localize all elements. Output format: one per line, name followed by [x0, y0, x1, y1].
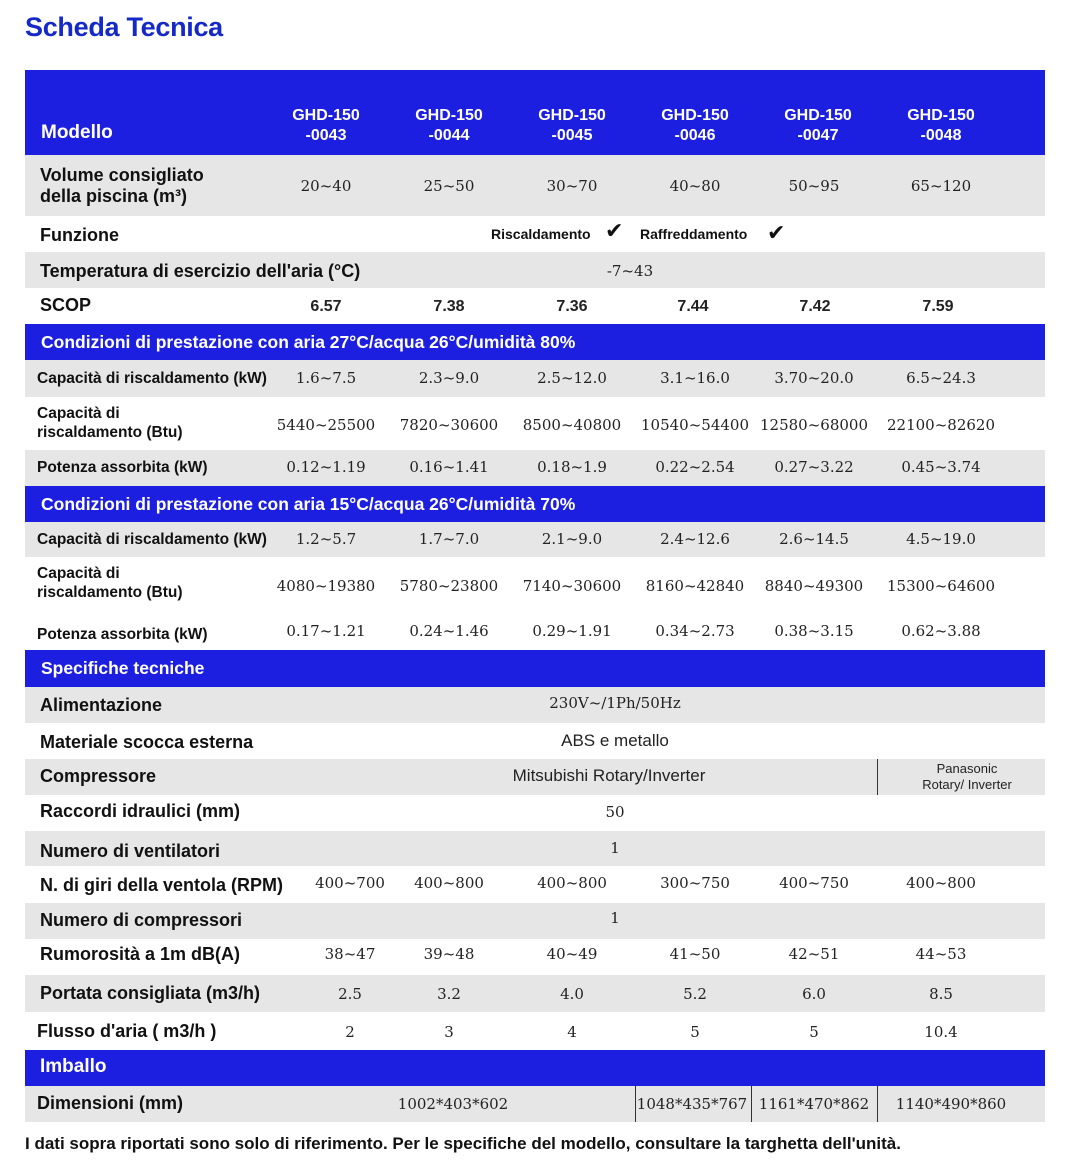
power-label: Potenza assorbita (kW): [37, 459, 208, 476]
scop-label: SCOP: [40, 295, 92, 315]
raccordi-row: [25, 795, 1045, 831]
cond2-cap-btu-row: [25, 557, 1045, 612]
table-cell: 0.62~3.88: [901, 622, 981, 640]
compressore-row: [25, 759, 1045, 795]
table-cell: 3: [444, 1023, 454, 1041]
temperatura-label: Temperatura di esercizio dell'aria (°C): [40, 261, 361, 281]
flusso-label: Flusso d'aria ( m3/h ): [37, 1021, 217, 1041]
table-cell: 0.29~1.91: [532, 622, 612, 640]
portata-row: [25, 975, 1045, 1012]
table-cell: 5.2: [683, 985, 707, 1003]
dimensioni-row: [25, 1086, 1045, 1122]
check-icon: ✔: [605, 219, 624, 244]
table-cell: 1: [610, 909, 620, 927]
section-header-spec: [25, 650, 1045, 687]
cap-kw-label: Capacità di riscaldamento (kW): [37, 531, 267, 548]
alimentazione-row: [25, 687, 1045, 723]
dimensioni-label: Dimensioni (mm): [37, 1093, 184, 1113]
table-cell: 4.5~19.0: [906, 530, 976, 548]
table-cell: 42~51: [788, 945, 840, 963]
model-name: GHD-150 -0048: [907, 107, 975, 144]
table-cell: 4080~19380: [276, 577, 376, 595]
model-name: GHD-150 -0045: [538, 107, 606, 144]
scop-row: [25, 288, 1045, 324]
table-cell: 30~70: [546, 177, 598, 195]
table-cell: 1.6~7.5: [295, 369, 357, 387]
cond1-power-row: [25, 450, 1045, 486]
table-cell: 7.36: [556, 298, 588, 315]
volume-label: Volume consigliato della piscina (m³): [40, 165, 204, 206]
table-header: [25, 70, 1045, 155]
cap-kw-label: Capacità di riscaldamento (kW): [37, 370, 267, 387]
table-cell: 1140*490*860: [895, 1095, 1007, 1113]
table-cell: 7140~30600: [522, 577, 622, 595]
table-cell: 2.5: [338, 985, 362, 1003]
table-cell: -7~43: [606, 262, 654, 280]
cond2-cap-kw-row: [25, 522, 1045, 557]
table-cell: Panasonic Rotary/ Inverter: [922, 761, 1012, 792]
table-cell: 65~120: [910, 177, 972, 195]
table-cell: 5: [690, 1023, 700, 1041]
table-cell: 3.2: [437, 985, 461, 1003]
table-cell: 0.18~1.9: [537, 458, 607, 476]
section-title: Specifiche tecniche: [41, 658, 205, 678]
table-cell: 6.5~24.3: [906, 369, 976, 387]
rumorosita-row: [25, 939, 1045, 975]
table-cell: 2.5~12.0: [537, 369, 607, 387]
column-divider: [751, 1086, 752, 1122]
table-cell: 7820~30600: [399, 416, 499, 434]
materiale-row: [25, 723, 1045, 759]
table-cell: 50: [605, 803, 625, 821]
table-cell: 3.70~20.0: [774, 369, 854, 387]
table-cell: 7.44: [677, 298, 709, 315]
column-divider: [877, 1086, 878, 1122]
cooling-label: Raffreddamento: [640, 226, 748, 242]
page-title: Scheda Tecnica: [25, 12, 223, 42]
table-cell: 0.22~2.54: [655, 458, 735, 476]
table-cell: 12580~68000: [759, 416, 869, 434]
table-cell: 8.5: [929, 985, 953, 1003]
table-cell: 400~750: [779, 874, 849, 892]
cond2-power-row: [25, 612, 1045, 650]
table-cell: 0.34~2.73: [655, 622, 735, 640]
table-cell: 40~49: [546, 945, 598, 963]
section-header-imballo: [25, 1050, 1045, 1086]
cond1-cap-btu-row: [25, 397, 1045, 450]
portata-label: Portata consigliata (m3/h): [40, 983, 261, 1003]
funzione-label: Funzione: [40, 225, 119, 245]
model-name: GHD-150 -0046: [661, 107, 729, 144]
section-title: Imballo: [40, 1056, 107, 1077]
table-cell: 5440~25500: [276, 416, 376, 434]
power-label: Potenza assorbita (kW): [37, 626, 208, 643]
flusso-row: [25, 1012, 1045, 1050]
table-cell: 7.59: [922, 298, 954, 315]
table-cell: 40~80: [669, 177, 721, 195]
footnote: I dati sopra riportati sono solo di riferimento. Per le specifiche del modello, consultare la targhetta dell'unità.: [25, 1134, 901, 1153]
section-header-cond1: [25, 324, 1045, 360]
table-cell: 0.24~1.46: [409, 622, 489, 640]
model-name: GHD-150 -0044: [415, 107, 483, 144]
table-cell: 3.1~16.0: [660, 369, 730, 387]
table-cell: 400~800: [414, 874, 484, 892]
table-cell: 0.17~1.21: [286, 622, 366, 640]
table-cell: 2: [345, 1023, 355, 1041]
table-cell: 8160~42840: [645, 577, 745, 595]
cap-btu-label: Capacità di riscaldamento (Btu): [37, 565, 183, 601]
table-cell: 1: [610, 839, 620, 857]
table-cell: 2.4~12.6: [660, 530, 730, 548]
table-cell: 10540~54400: [640, 416, 750, 434]
table-cell: 7.42: [799, 298, 831, 315]
compressore-label: Compressore: [40, 766, 157, 786]
table-cell: 1048*435*767: [636, 1095, 748, 1113]
table-cell: 0.27~3.22: [774, 458, 854, 476]
table-cell: 5780~23800: [399, 577, 499, 595]
section-header-cond2: [25, 486, 1045, 522]
giri-row: [25, 866, 1045, 903]
table-cell: 8840~49300: [764, 577, 864, 595]
check-icon: ✔: [767, 221, 786, 246]
table-cell: 1002*403*602: [397, 1095, 509, 1113]
giri-label: N. di giri della ventola (RPM): [40, 875, 284, 895]
table-cell: 1161*470*862: [758, 1095, 870, 1113]
section-title: Condizioni di prestazione con aria 27°C/acqua 26°C/umidità 80%: [41, 332, 576, 352]
table-cell: 2.6~14.5: [779, 530, 849, 548]
table-cell: 400~700: [315, 874, 385, 892]
table-cell: 4.0: [560, 985, 584, 1003]
table-cell: 7.38: [433, 298, 465, 315]
table-cell: 15300~64600: [886, 577, 996, 595]
table-cell: Mitsubishi Rotary/Inverter: [512, 766, 706, 785]
column-divider: [877, 759, 878, 795]
alimentazione-label: Alimentazione: [40, 695, 163, 715]
table-cell: 0.12~1.19: [286, 458, 366, 476]
temperatura-row: [25, 252, 1045, 288]
table-cell: 0.38~3.15: [774, 622, 854, 640]
cond1-cap-kw-row: [25, 360, 1045, 397]
table-cell: 0.45~3.74: [901, 458, 981, 476]
table-cell: 1.2~5.7: [295, 530, 357, 548]
rumorosita-label: Rumorosità a 1m dB(A): [40, 944, 241, 964]
model-name: GHD-150 -0043: [292, 107, 360, 144]
table-cell: 0.16~1.41: [409, 458, 489, 476]
table-cell: 38~47: [324, 945, 376, 963]
compressori-row: [25, 903, 1045, 939]
cap-btu-label: Capacità di riscaldamento (Btu): [37, 405, 183, 441]
table-cell: 50~95: [788, 177, 840, 195]
ventilatori-row: [25, 831, 1045, 866]
table-cell: 44~53: [915, 945, 967, 963]
table-cell: 4: [567, 1023, 577, 1041]
volume-row: [25, 155, 1045, 216]
table-cell: 1.7~7.0: [418, 530, 480, 548]
heating-label: Riscaldamento: [491, 226, 591, 242]
table-cell: 5: [809, 1023, 819, 1041]
table-cell: 400~800: [537, 874, 607, 892]
table-cell: 22100~82620: [886, 416, 996, 434]
table-cell: 6.57: [310, 298, 342, 315]
raccordi-label: Raccordi idraulici (mm): [40, 801, 241, 821]
ventilatori-label: Numero di ventilatori: [40, 841, 221, 861]
table-cell: 400~800: [906, 874, 976, 892]
table-cell: ABS e metallo: [561, 731, 669, 750]
table-cell: 25~50: [423, 177, 475, 195]
table-cell: 10.4: [924, 1023, 958, 1041]
table-cell: 2.1~9.0: [541, 530, 603, 548]
table-cell: 39~48: [423, 945, 475, 963]
compressori-label: Numero di compressori: [40, 910, 243, 930]
table-cell: 6.0: [802, 985, 826, 1003]
table-cell: 230V~/1Ph/50Hz: [549, 694, 681, 712]
table-cell: 41~50: [669, 945, 721, 963]
model-name: GHD-150 -0047: [784, 107, 852, 144]
table-cell: 2.3~9.0: [418, 369, 480, 387]
section-title: Condizioni di prestazione con aria 15°C/acqua 26°C/umidità 70%: [41, 494, 576, 514]
table-cell: 20~40: [300, 177, 352, 195]
model-header-label: Modello: [41, 122, 113, 143]
table-cell: 300~750: [660, 874, 730, 892]
materiale-label: Materiale scocca esterna: [40, 732, 254, 752]
table-cell: 8500~40800: [522, 416, 622, 434]
funzione-row: [25, 216, 1045, 252]
